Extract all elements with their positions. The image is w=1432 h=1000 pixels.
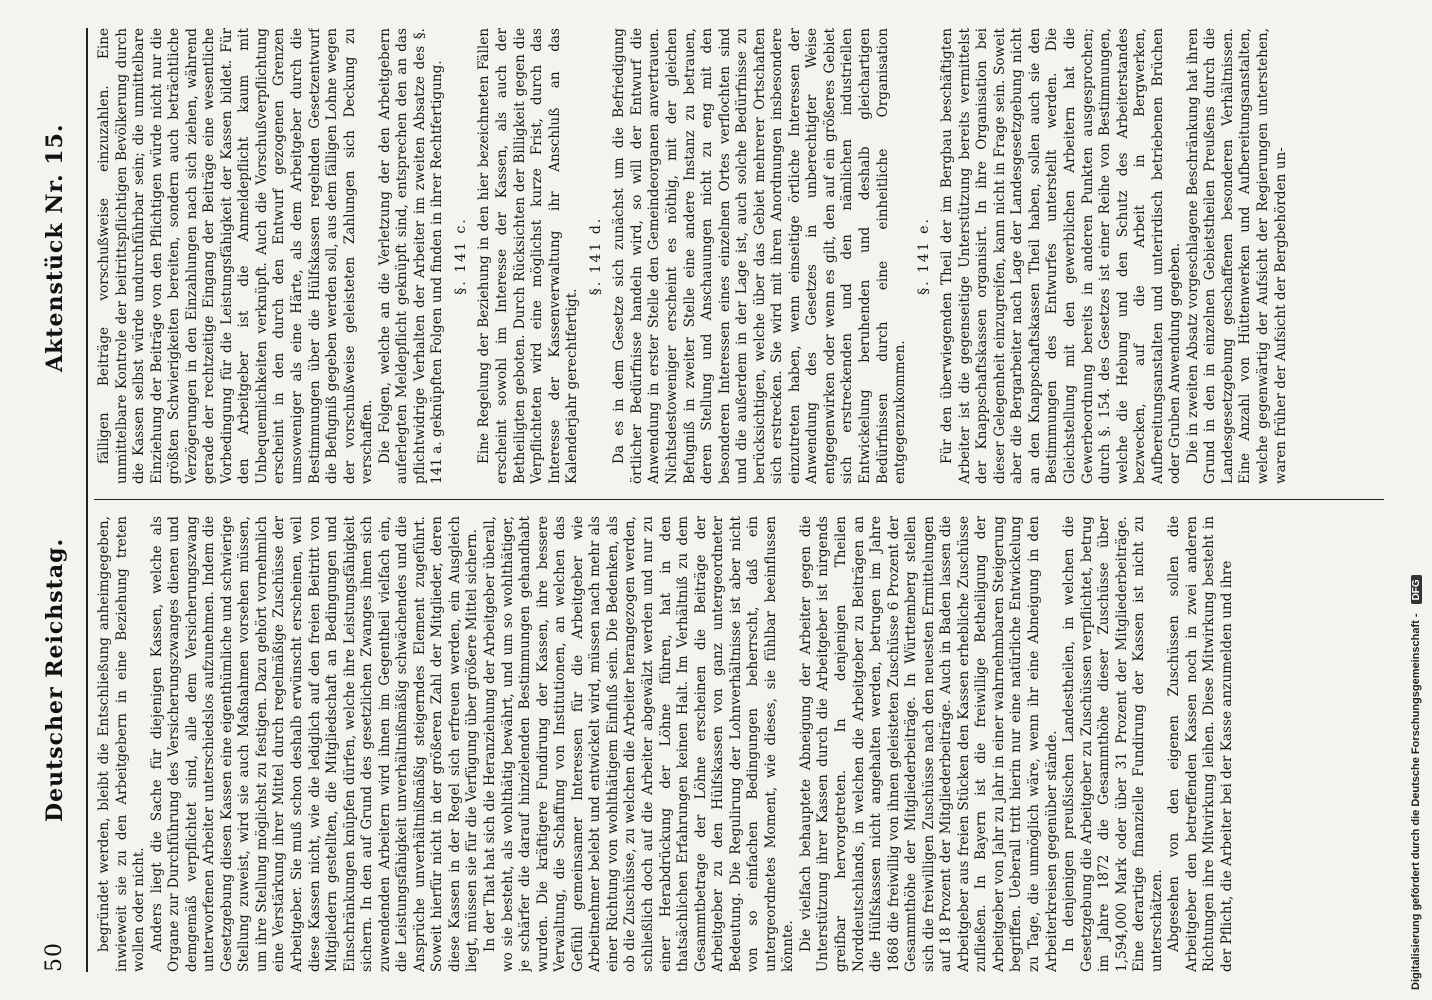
right-column [96,28,1376,484]
paragraph: Da es in dem Gesetze sich zunächst um die Befriedigung örtlicher Bedürfnisse handeln wird, so will der Entwurf die Anwendung in erster Stelle den Gemeindeorganen anvertrauen. Nichtsdestoweniger erscheint es nöthig, mit der gleichen Befugniß in zweiter Stelle eine andere Instanz zu betrauen, deren Stellung und Anschauungen nicht zu eng mit den besonderen Interessen eines einzelnen Ortes verflochten sind und die außerdem in der Lage ist, auch solche Bedürfnisse zu berücksichtigen, welche über das Gebiet mehrerer Ortschaften sich erstrecken. Sie wird mit ihren Anordnungen insbesondere einzutreten haben, wenn einseitige örtliche Interessen der Anwendung des Gesetzes in unberechtigter Weise entgegenwirken oder wenn es gilt, den auf ein größeres Gebiet sich erstreckenden und den nämlichen industriellen Entwickelung beruhenden und deshalb gleichartigen Bedürfnissen durch eine einheitliche Organisation entgegenzukommen. [611,28,909,484]
paragraph: Die vielfach behauptete Abneigung der Arbeiter gegen die Unterstützung ihrer Kassen durch die Arbeitgeber ist nirgends greifbar hervorgetreten. In denjenigen Theilen Norddeutschlands, in welchen die Arbeitgeber zu Beiträgen an die Hülfskassen nicht angehalten werden, betrugen im Jahre 1868 die freiwillig von ihnen geleisteten Zuschüsse 6 Prozent der Gesammthöhe der Mitgliederbeiträge. In Württemberg stellen sich die freiwilligen Zuschüsse nach den neuesten Ermittelungen auf 18 Prozent der Mitgliederbeiträge. Auch in Baden lassen die Arbeitgeber aus freien Stücken den Kassen erhebliche Zuschüsse zufließen. In Bayern ist die freiwillige Betheiligung der Arbeitgeber von Jahr zu Jahr in einer wahrnehmbaren Steigerung begriffen. Ueberall tritt hierin nur eine natürliche Entwickelung zu Tage, die unmöglich wäre, wenn ihr eine Abneigung in den Arbeiterkreisen gegenüber stände. [797,516,1060,972]
paragraph: Die Folgen, welche an die Verletzung der den Arbeitgebern auferlegten Meldepflicht geknüpft sind, entsprechen den an das pflichtwidrige Verhalten der Arbeiter im zweiten Absatze des §. 141 a. geknüpften Folgen und finden in ihrer Rechtfertigung. [376,28,446,484]
dfg-logo: DFG [1411,575,1422,604]
paragraph: Eine Regelung der Beziehung in den hier bezeichneten Fällen erscheint sowohl im Interesse der Kassen, als auch der Betheiligten geboten. Durch Rücksichten der Billigkeit gegen die Verpflichteten wird eine möglichst kurze Frist, durch das Interesse der Kassenverwaltung ihr Anschluß an das Kalenderjahr gerechtfertigt. [476,28,581,484]
page-header [42,28,78,972]
paragraph: Anders liegt die Sache für diejenigen Kassen, welche als Organe zur Durchführung des Versicherungszwanges dienen und demgemäß verpflichtet sind, alle dem Versicherungszwang unterworfenen Arbeiter unterschiedslos aufzunehmen. Indem die Gesetzgebung diesen Kassen eine eigenthümliche und schwierige Stellung zuweist, wird sie auch Maßnahmen vorsehen müssen, um ihre Stellung möglichst zu festigen. Dazu gehört vornehmlich eine Verstärkung ihrer Mittel durch regelmäßige Zuschüsse der Arbeitgeber. Sie muß schon deshalb erwünscht erscheinen, weil diese Kassen nicht, wie die lediglich auf den freien Beitritt von Mitgliedern gestellten, die Mitgliedschaft an Bedingungen und Einschränkungen knüpfen dürfen, welche ihre Leistungsfähigkeit sichern. In den auf Grund des gesetzlichen Zwanges ihnen sich zuwendenden Arbeitern wird ihnen im Gegentheil vielfach ein, die Leistungsfähigkeit unverhältnißmäßig schwächendes und die Ansprüche unverhältnißmäßig steigerndes Element zugeführt. Soweit hierfür nicht in der größeren Zahl der Mitglieder, deren diese Kassen in der Regel sich erfreuen werden, ein Ausgleich liegt, müssen sie für die Verfügung über größere Mittel sichern. [148,516,481,972]
running-title-left: Deutscher Reichstag. [42,537,68,822]
section-heading: §. 141 d. [587,216,604,296]
left-column [96,516,1376,972]
credit-text: Digitalisierung gefördert durch die Deutsche Forschungsgemeinschaft - [1410,613,1422,990]
paragraph: Für den überwiegenden Theil der im Bergbau beschäftigten Arbeiter ist die gegenseitige Unterstützung bereits vermittelst der Knappschaftskassen organisirt. In ihre Organisation bei dieser Gelegenheit einzugreifen, kann nicht in Frage sein. Soweit aber die Bergarbeiter nach Lage der Landesgesetzgebung nicht an den Knappschaftskassen Theil haben, sollen auch sie den Bestimmungen des Entwurfes unterstellt werden. Die Gleichstellung mit den gewerblichen Arbeitern hat die Gewerbeordnung bereits in anderen Punkten ausgesprochen; durch §. 154. des Gesetzes ist einer Reihe von Bestimmungen, welche die Hebung und den Schutz des Arbeiterstandes bezwecken, auf die Arbeit in Bergwerken, Aufbereitungsanstalten und unterirdisch betriebenen Brüchen oder Gruben Anwendung gegeben. [939,28,1184,484]
column-divider [94,499,1384,500]
header-rule [86,28,88,972]
paragraph: begründet werden, bleibt die Entschließung anheimgegeben, inwieweit sie zu den Arbeitgebern in eine Beziehung treten wollen oder nicht. [96,516,148,972]
paragraph: In der That hat sich die Heranziehung der Arbeitgeber überall, wo sie besteht, als wohlthätig bewährt, und um so wohlthätiger, je schärfer die darauf hinzielenden Bestimmungen gehandhabt wurden. Die kräftigere Fundirung der Kassen, ihre bessere Verwaltung, die Schaffung von Institutionen, an welchen das Gefühl gemeinsamer Interessen für die Arbeitgeber wie Arbeitnehmer belebt und entwickelt wird, müssen nach mehr als einer Richtung von wohlthätigem Einfluß sein. Die Bedenken, als ob die Zuschüsse, zu welchen die Arbeiter herangezogen werden, schließlich doch auf die Arbeiter abgewälzt werden und nur zu einer Herabdrückung der Löhne führen, hat in den thatsächlichen Erfahrungen keinen Halt. Im Verhältniß zu dem Gesammtbetrage der Löhne erscheinen die Beiträge der Arbeitgeber zu den Hülfskassen von ganz untergeordneter Bedeutung. Die Regulirung der Lohnverhältnisse ist aber nicht von so einfachen Bedingungen beherrscht, daß ein untergeordnetes Moment, wie dieses, sie fühlbar beeinflussen könnte. [482,516,797,972]
paragraph: Abgesehen von den eigenen Zuschüssen sollen die Arbeitgeber den betreffenden Kassen noch in zwei anderen Richtungen ihre Mitwirkung leihen. Diese Mitwirkung besteht in der Pflicht, die Arbeiter bei der Kasse anzumelden und ihre [1166,516,1235,972]
paragraph: In denjenigen preußischen Landestheilen, in welchen die Gesetzgebung die Arbeitgeber zu Zuschüssen verpflichtet, betrug im Jahre 1872 die Gesammthöhe dieser Zuschüsse über 1,594,000 Mark oder über 31 Prozent der Mitgliederbeiträge. Eine derartige finanzielle Fundirung der Kassen ist nicht zu unterschätzen. [1061,516,1165,972]
paragraph: fälligen Beiträge vorschußweise einzuzahlen. Eine unmittelbare Kontrole der beitrittspflichtigen Bevölkerung durch die Kassen selbst würde undurchführbar sein; die unmittelbare Einziehung der Beiträge von den Pflichtigen würde nicht nur die größten Schwierigkeiten bereiten, sondern auch beträchtliche Verzögerungen in den Einzahlungen nach sich ziehen, während gerade der rechtzeitige Eingang der Beiträge eine wesentliche Vorbedingung für die Leistungsfähigkeit der Kassen bildet. Für den Arbeitgeber ist die Anmeldepflicht kaum mit Unbequemlichkeiten verknüpft. Auch die Vorschußverpflichtung erscheint in den durch den Entwurf gezogenen Grenzen umsoweniger als eine Härte, als dem Arbeitgeber durch die Bestimmungen über die Hülfskassen regelnden Gesetzentwurf die Befugniß gegeben werden soll, aus dem fälligen Lohne wegen der vorschußweise geleisteten Zahlungen sich Deckung zu verschaffen. [96,28,376,484]
section-heading: §. 141 c. [452,217,469,295]
page-number: 50 [42,942,67,972]
page-content [34,28,1394,972]
section-heading: §. 141 e. [915,217,932,295]
paragraph: Die in zweiten Absatz vorgeschlagene Beschränkung hat ihren Grund in den in einzelnen Gebietstheilen Preußens durch die Landesgesetzgebung geschaffenen besonderen Verhältnissen. Eine Anzahl von Hüttenwerken und Aufbereitungsanstalten, welche gegenwärtig der Aufsicht der Regierungen unterstehen, waren früher der Aufsicht der Bergbehörden un- [1184,28,1289,484]
running-title-right: Aktenstück Nr. 15. [42,123,68,372]
digitization-credit [1410,30,1422,990]
